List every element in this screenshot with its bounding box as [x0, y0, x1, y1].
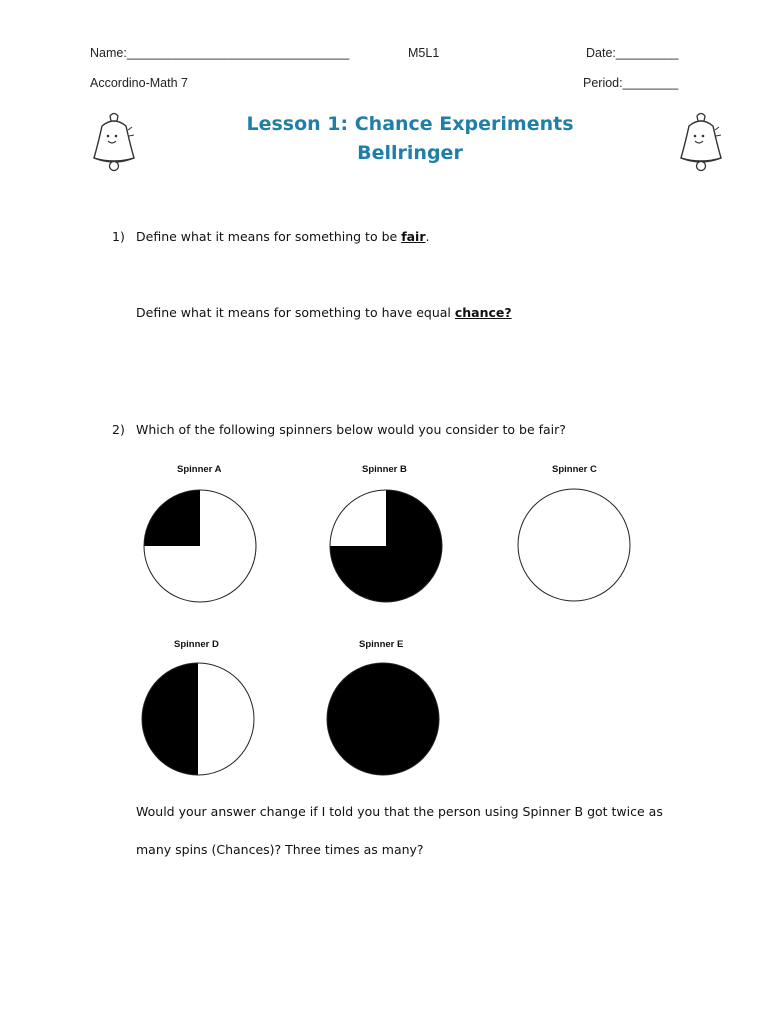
spinner-shaded-section [144, 490, 200, 546]
spinner-e [326, 660, 440, 778]
lesson-title [0, 110, 770, 168]
q1-number: 1) [112, 229, 125, 244]
date-field: Date:_________ [586, 46, 679, 60]
q1-prompt: Define what it means for something to be [136, 229, 402, 244]
q1b-keyword: chance? [454, 305, 512, 320]
spinner-c [517, 487, 631, 603]
spinner-b-label: Spinner B [362, 464, 407, 475]
spinner-a [143, 487, 257, 605]
spinner-face [327, 663, 439, 775]
q1b-prompt: Define what it means for something to have equal [136, 305, 455, 320]
name-field: Name:________________________________ [90, 46, 350, 60]
spinner-shaded-section [386, 546, 442, 602]
title-line-2: Bellringer [357, 142, 463, 164]
q1b-text [136, 305, 512, 320]
spinner-shaded-section [142, 663, 198, 719]
spinner-b [329, 487, 443, 605]
q1-text [136, 229, 430, 244]
spinner-shaded-section [330, 546, 386, 602]
q2-text: Which of the following spinners below would you consider to be fair? [136, 422, 566, 437]
spinner-face [518, 489, 630, 601]
spinner-shaded-section [386, 490, 442, 546]
spinner-a-label: Spinner A [177, 464, 222, 475]
q1-keyword: fair [401, 229, 426, 244]
followup-line-2: many spins (Chances)? Three times as many? [136, 842, 424, 857]
q2-number: 2) [112, 422, 125, 437]
followup-line-1: Would your answer change if I told you that the person using Spinner B got twice as [136, 804, 663, 819]
spinner-c-label: Spinner C [552, 464, 597, 475]
q1-suffix: . [425, 229, 430, 244]
spinner-shaded-section [142, 719, 198, 775]
teacher-class: Accordino-Math 7 [90, 76, 188, 90]
spinner-e-label: Spinner E [359, 639, 404, 650]
lesson-code: M5L1 [408, 46, 440, 60]
spinner-d [141, 660, 255, 778]
title-line-1: Lesson 1: Chance Experiments [246, 113, 574, 135]
period-field: Period:________ [583, 76, 679, 90]
spinner-d-label: Spinner D [174, 639, 219, 650]
